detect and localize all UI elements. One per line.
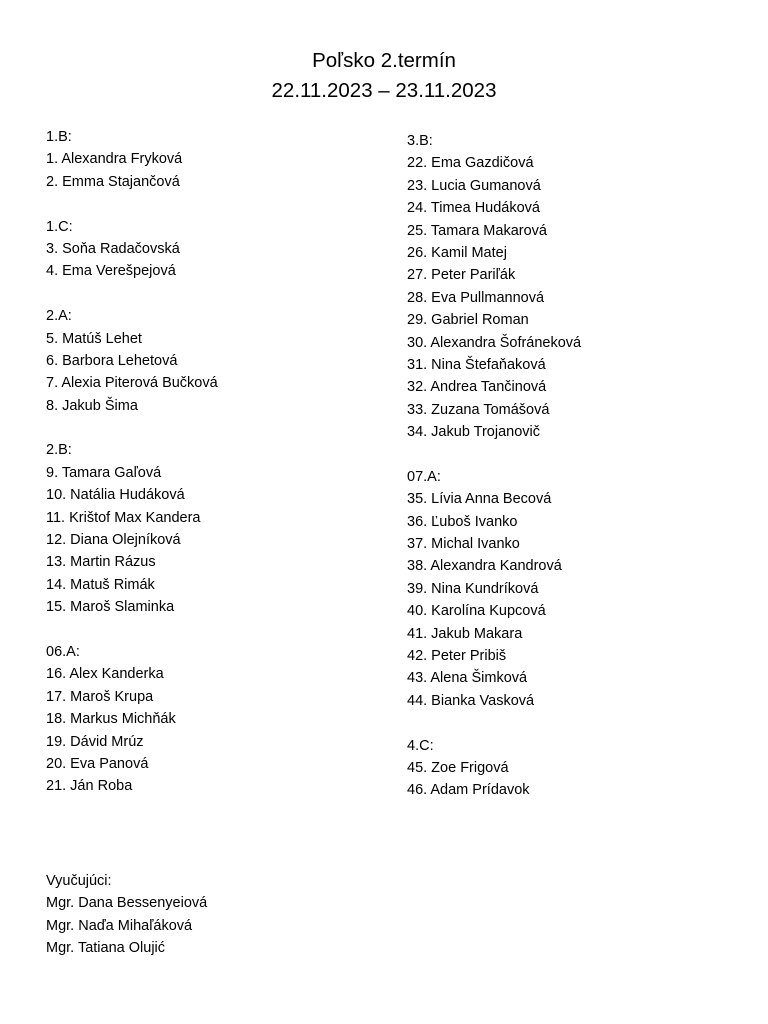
group-spacer: [46, 619, 218, 641]
teacher-name: Mgr. Naďa Mihaľáková: [46, 917, 193, 934]
student-name: 43. Alena Šimková: [407, 670, 528, 687]
group-spacer: [46, 193, 218, 215]
student-name: 14. Matuš Rimák: [46, 576, 155, 593]
student-name: 34. Jakub Trojanovič: [407, 424, 540, 441]
student-name: 12. Diana Olejníková: [46, 532, 181, 549]
class-group: [46, 641, 218, 798]
teachers-section: [46, 870, 207, 960]
student-name: 8. Jakub Šima: [46, 397, 138, 414]
student-name: 44. Bianka Vasková: [407, 692, 535, 709]
page-title: Poľsko 2.termín: [312, 49, 456, 72]
student-name: 32. Andrea Tančinová: [407, 379, 547, 396]
student-name: 19. Dávid Mrúz: [46, 733, 144, 750]
student-name: 27. Peter Pariľák: [407, 267, 516, 284]
left-column: [46, 126, 218, 798]
student-name: 30. Alexandra Šofráneková: [407, 334, 582, 351]
student-name: 15. Maroš Slaminka: [46, 599, 175, 616]
right-column: [407, 130, 581, 802]
student-name: 39. Nina Kundríková: [407, 580, 539, 597]
class-label: 2.A:: [46, 308, 72, 325]
class-group: [46, 126, 218, 193]
student-name: 31. Nina Štefaňaková: [407, 356, 546, 373]
student-name: 41. Jakub Makara: [407, 625, 523, 642]
date-range: 22.11.2023 – 23.11.2023: [271, 79, 497, 102]
student-name: 36. Ľuboš Ivanko: [407, 513, 518, 530]
class-label: 3.B:: [407, 133, 433, 149]
student-name: 2. Emma Stajančová: [46, 173, 180, 190]
class-group: [407, 735, 581, 802]
student-name: 33. Zuzana Tomášová: [407, 401, 550, 418]
group-spacer: [407, 712, 581, 734]
student-name: 7. Alexia Piterová Bučková: [46, 375, 218, 392]
teacher-list: [46, 892, 207, 959]
class-label: 06.A:: [46, 643, 80, 660]
student-name: 35. Lívia Anna Becová: [407, 491, 552, 508]
student-name: 24. Timea Hudáková: [407, 200, 540, 217]
group-spacer: [46, 283, 218, 305]
student-name: 45. Zoe Frigová: [407, 759, 509, 776]
group-spacer: [407, 443, 581, 465]
student-name: 38. Alexandra Kandrová: [407, 558, 562, 575]
student-name: 29. Gabriel Roman: [407, 312, 529, 329]
student-name: 9. Tamara Gaľová: [46, 464, 162, 481]
student-name: 13. Martin Rázus: [46, 554, 156, 571]
teacher-name: Mgr. Dana Bessenyeiová: [46, 895, 208, 912]
student-name: 18. Markus Michňák: [46, 711, 176, 728]
student-name: 46. Adam Prídavok: [407, 782, 530, 799]
class-label: 1.C:: [46, 218, 73, 235]
class-group: [46, 216, 218, 283]
student-name: 11. Krištof Max Kandera: [46, 509, 201, 526]
student-name: 1. Alexandra Fryková: [46, 151, 183, 168]
student-name: 26. Kamil Matej: [407, 244, 507, 261]
student-name: 16. Alex Kanderka: [46, 666, 164, 683]
class-label: 2.B:: [46, 442, 72, 459]
student-name: 5. Matúš Lehet: [46, 330, 142, 347]
student-name: 17. Maroš Krupa: [46, 688, 154, 705]
student-name: 20. Eva Panová: [46, 755, 149, 772]
class-group: [407, 466, 581, 712]
student-name: 40. Karolína Kupcová: [407, 603, 546, 620]
student-name: 3. Soňa Radačovská: [46, 240, 180, 257]
class-label: 1.B:: [46, 129, 72, 145]
teacher-name: Mgr. Tatiana Olujić: [46, 940, 166, 957]
student-name: 21. Ján Roba: [46, 778, 133, 795]
student-name: 23. Lucia Gumanová: [407, 177, 541, 194]
document-header: [0, 46, 768, 106]
class-group: [46, 439, 218, 618]
teachers-label: Vyučujúci:: [46, 873, 112, 889]
class-label: 4.C:: [407, 737, 434, 754]
class-label: 07.A:: [407, 468, 441, 485]
student-name: 42. Peter Pribiš: [407, 647, 507, 664]
class-group: [46, 305, 218, 417]
student-name: 37. Michal Ivanko: [407, 536, 520, 553]
student-name: 6. Barbora Lehetová: [46, 352, 178, 369]
class-group: [407, 130, 581, 443]
student-name: 28. Eva Pullmannová: [407, 289, 545, 306]
group-spacer: [46, 417, 218, 439]
student-name: 25. Tamara Makarová: [407, 222, 547, 239]
student-name: 10. Natália Hudáková: [46, 487, 185, 504]
student-name: 4. Ema Verešpejová: [46, 263, 176, 280]
student-name: 22. Ema Gazdičová: [407, 155, 534, 172]
